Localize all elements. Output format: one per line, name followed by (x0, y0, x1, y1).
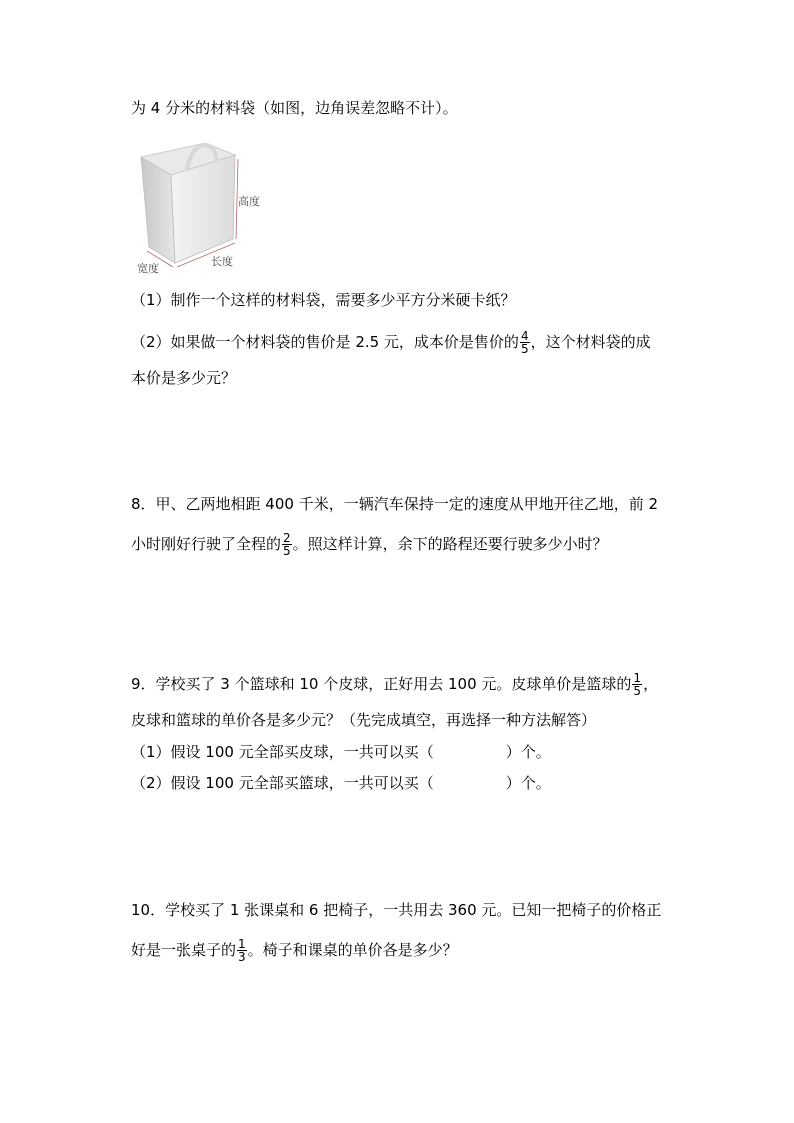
q8-text-end: 。照这样计算，余下的路程还要行驶多少小时？ (292, 535, 608, 553)
length-label: 长度 (211, 255, 233, 268)
q10-text-end: 。椅子和课桌的单价各是多少？ (247, 941, 458, 959)
paper-bag-figure (131, 135, 271, 277)
q8-line1: 8．甲、乙两地相距 400 千米，一辆汽车保持一定的速度从甲地开往乙地，前 2 (131, 495, 659, 513)
intro-text: 为 4 分米的材料袋（如图，边角误差忽略不计）。 (131, 99, 458, 117)
q10-line1: 10．学校买了 1 张课桌和 6 把椅子，一共用去 360 元。已知一把椅子的价格正 (131, 901, 662, 919)
height-label: 高度 (238, 195, 260, 208)
q7-part2-line1 (131, 330, 651, 355)
fraction-denominator: 5 (520, 342, 529, 356)
fraction-denominator: 3 (238, 950, 246, 964)
fraction-denominator: 5 (633, 684, 642, 698)
q9-text: 9．学校买了 3 个篮球和 10 个皮球，正好用去 100 元。皮球单价是篮球的 (131, 675, 632, 693)
q8-text: 小时刚好行驶了全程的 (131, 535, 282, 553)
q9-text-end: ， (643, 675, 659, 693)
fraction-1-3 (237, 938, 247, 963)
q7-part1: （1）制作一个这样的材料袋，需要多少平方分米硬卡纸？ (131, 291, 516, 309)
q9-sub1-text-end: ）个。 (505, 743, 551, 761)
q9-sub2 (131, 773, 551, 793)
q10-text: 好是一张桌子的 (131, 941, 237, 959)
q9-sub1-text: （1）假设 100 元全部买皮球，一共可以买（ (131, 743, 434, 761)
q9-line2: 皮球和篮球的单价各是多少元？（先完成填空，再选择一种方法解答） (131, 711, 597, 729)
fraction-4-5 (520, 330, 530, 355)
q7-part2-text-end: ，这个材料袋的成 (530, 333, 651, 351)
q9-sub2-text-end: ）个。 (505, 774, 551, 792)
fraction-numerator: 4 (520, 329, 529, 343)
q9-sub1 (131, 742, 551, 762)
fraction-1-5 (632, 672, 642, 697)
q9-line1 (131, 672, 658, 697)
fraction-numerator: 2 (283, 531, 291, 545)
fraction-denominator: 5 (283, 544, 291, 558)
fraction-2-5 (282, 532, 292, 557)
fraction-numerator: 1 (633, 671, 642, 685)
q7-part2-text: （2）如果做一个材料袋的售价是 2.5 元，成本价是售价的 (131, 333, 519, 351)
width-label: 宽度 (137, 262, 159, 275)
q8-line2 (131, 532, 608, 557)
q10-line2 (131, 938, 458, 963)
fraction-numerator: 1 (238, 937, 246, 951)
q7-part2-line2: 本价是多少元？ (131, 369, 237, 387)
q9-sub2-text: （2）假设 100 元全部买篮球，一共可以买（ (131, 774, 434, 792)
